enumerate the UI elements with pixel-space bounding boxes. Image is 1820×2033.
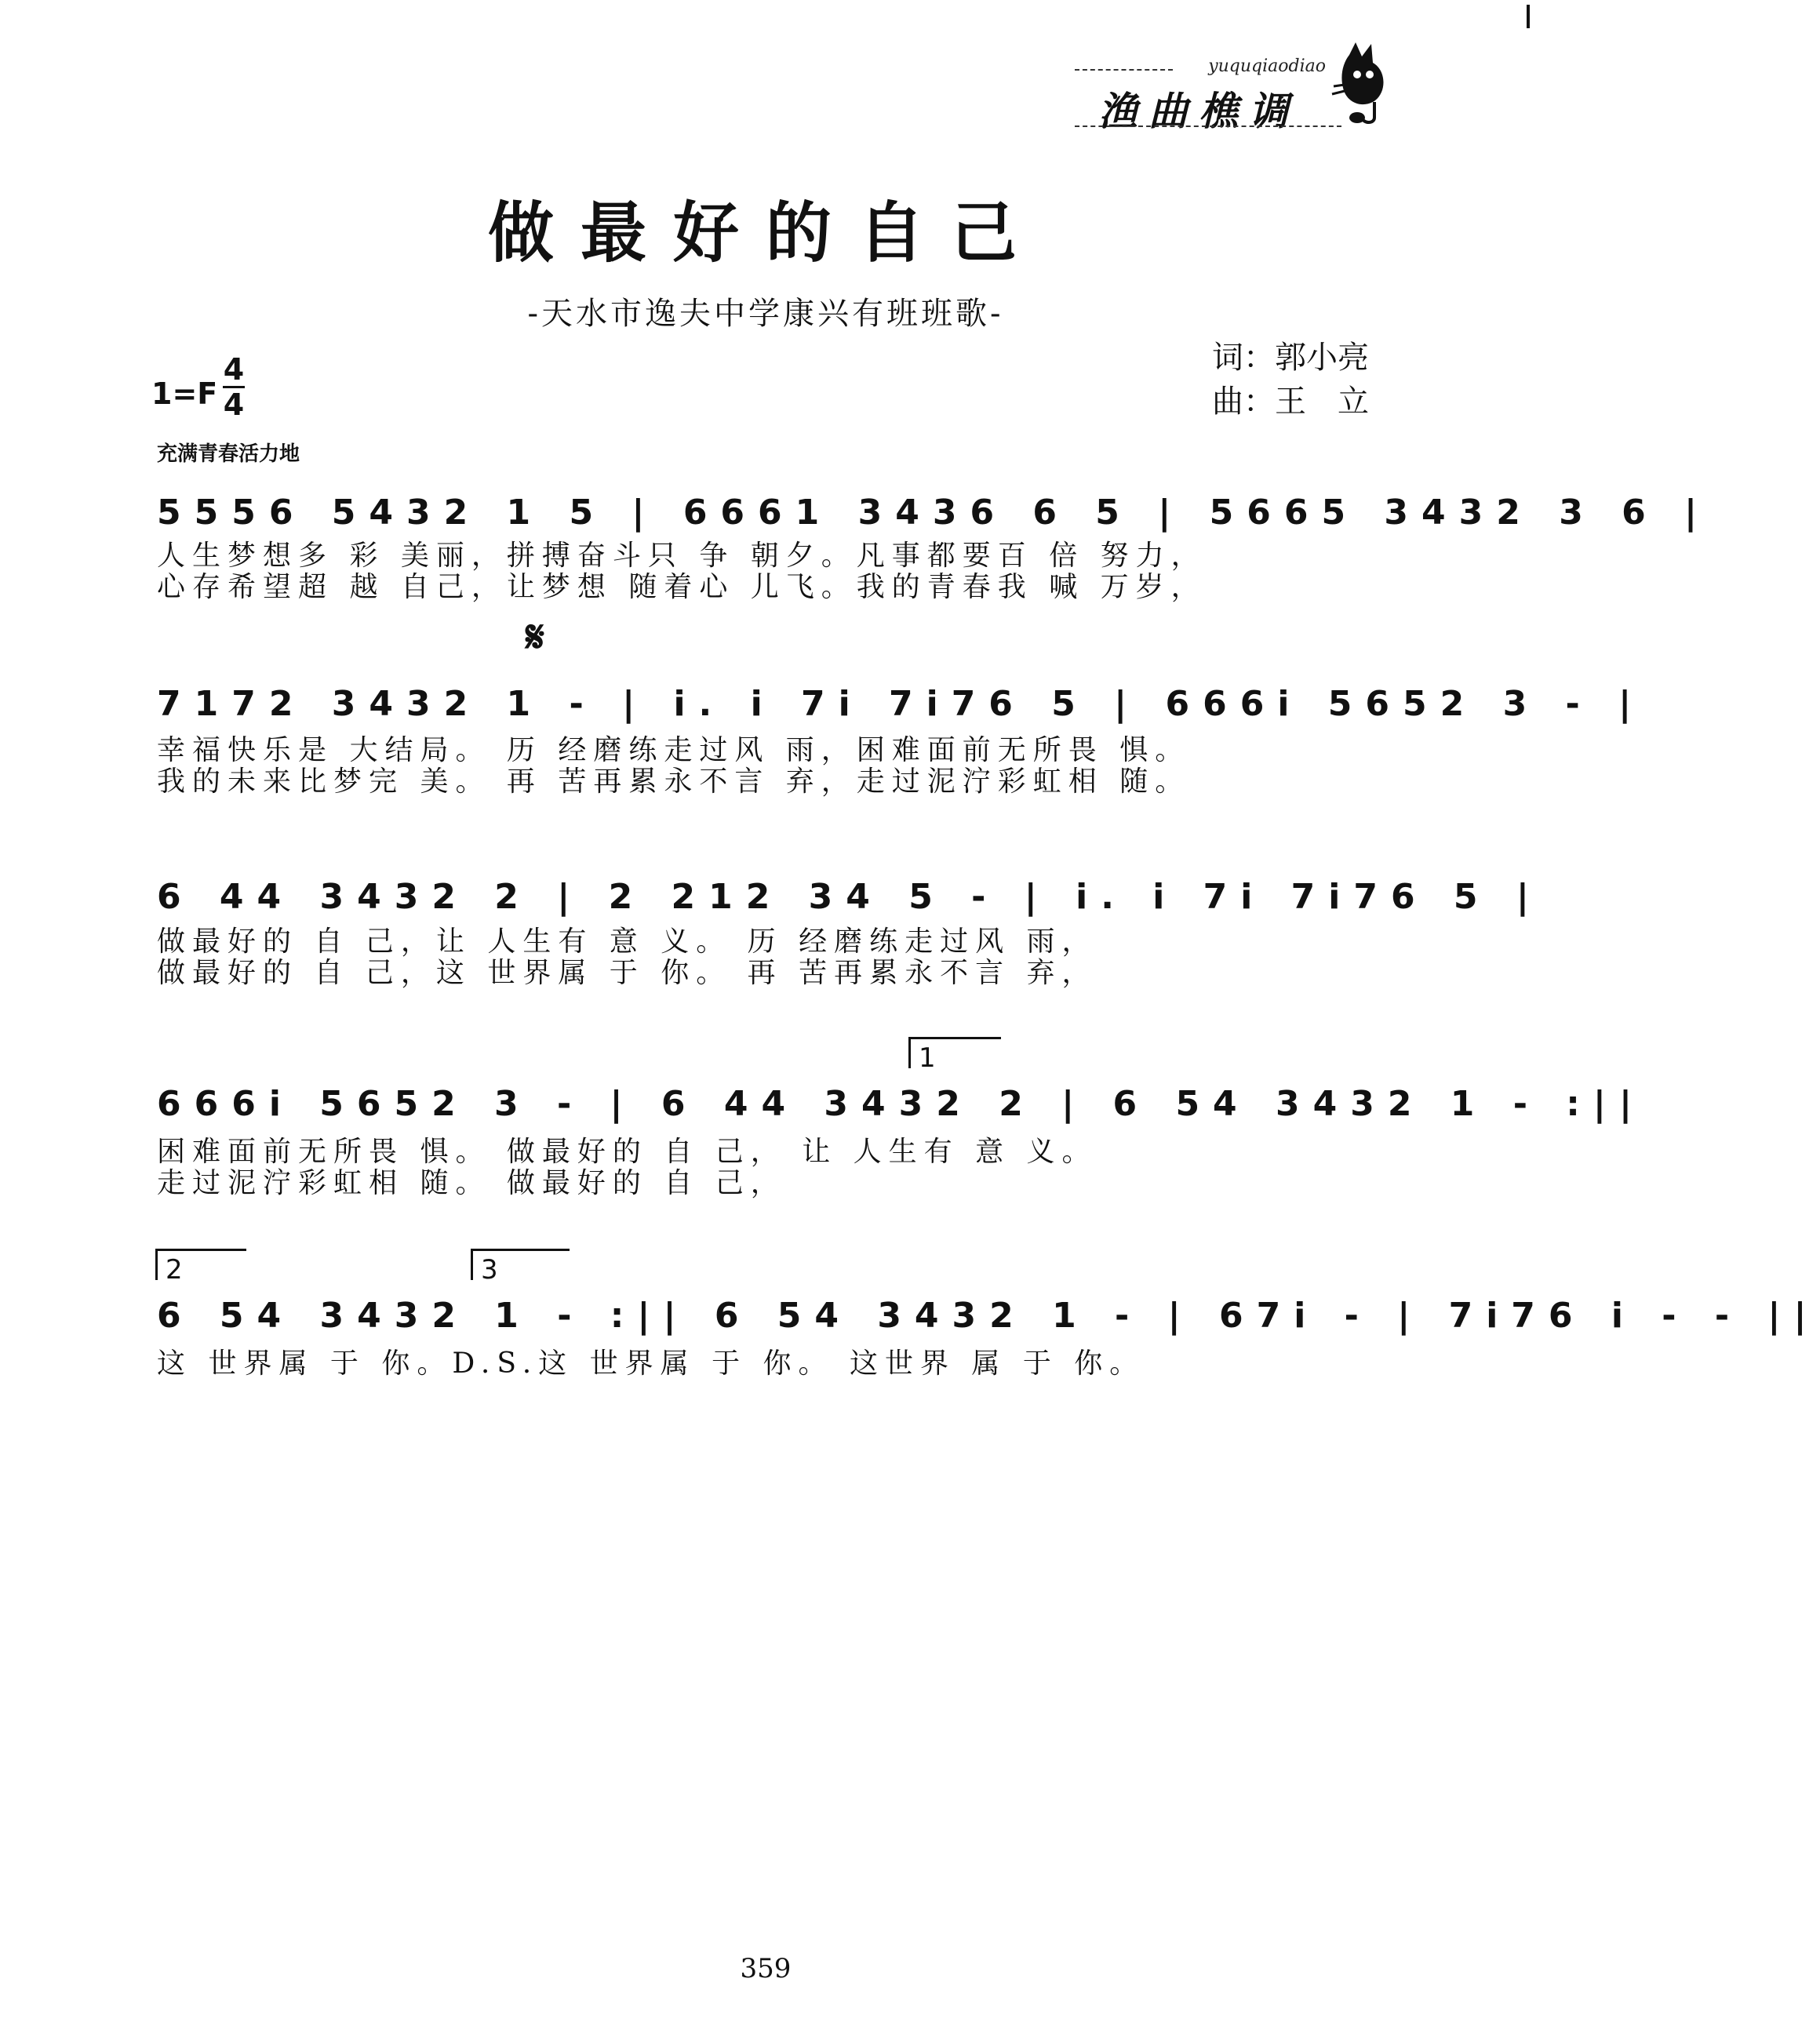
time-signature bbox=[221, 353, 246, 421]
credits bbox=[1212, 336, 1369, 424]
system-1-lyrics-1: 人生梦想多 彩 美丽，拼搏奋斗只 争 朝夕。凡事都要百 倍 努力， bbox=[157, 540, 1207, 572]
key-signature: 1=F bbox=[151, 376, 218, 411]
volta-3-bracket: 3 bbox=[471, 1249, 570, 1280]
system-2-notes: 7172 3432 1 - | i. i 7i 7i76 5 | 666i 5652 3 - | bbox=[157, 684, 1645, 724]
system-1-notes: 5556 5432 1 5 | 6661 3436 6 5 | 5665 3432 3 6 | bbox=[157, 493, 1711, 533]
segno-sign: 𝄋 bbox=[526, 612, 545, 663]
meter-bottom: 4 bbox=[223, 387, 245, 422]
volta-1-bracket: 1 bbox=[908, 1037, 1001, 1068]
publisher-logo bbox=[1067, 31, 1396, 141]
system-3-lyrics-2: 做最好的 自 己，这 世界属 于 你。 再 苦再累永不言 弃， bbox=[157, 957, 1097, 989]
system-1-lyrics-2: 心存希望超 越 自己，让梦想 随着心 儿飞。我的青春我 喊 万岁， bbox=[157, 571, 1207, 603]
system-2-lyrics-1: 幸福快乐是 大结局。 历 经磨练走过风 雨，困难面前无所畏 惧。 bbox=[157, 734, 1191, 766]
system-2-lyrics-2: 我的未来比梦完 美。 再 苦再累永不言 弃，走过泥泞彩虹相 随。 bbox=[157, 766, 1191, 798]
system-3-lyrics-1: 做最好的 自 己，让 人生有 意 义。 历 经磨练走过风 雨， bbox=[157, 926, 1097, 958]
song-title: 做最好的自己 bbox=[487, 194, 1043, 271]
system-5-lyrics-1: 这 世界属 于 你。D.S.这 世界属 于 你。 这世界 属 于 你。 bbox=[157, 1347, 1145, 1380]
lyricist: 词：郭小亮 bbox=[1212, 340, 1369, 376]
logo-english-text: yuquqiaodiao bbox=[1208, 56, 1326, 76]
logo-underline bbox=[1075, 125, 1341, 127]
system-5-notes: 6 54 3432 1 - :|| 6 54 3432 1 - | 67i - | 7i76 i - - || bbox=[157, 1296, 1820, 1336]
system-4-notes: 666i 5652 3 - | 6 44 3432 2 | 6 54 3432 1 - :|| bbox=[157, 1084, 1646, 1124]
system-3-notes: 6 44 3432 2 | 2 212 34 5 - | i. i 7i 7i76 5 | bbox=[157, 877, 1542, 917]
system-4-lyrics-1: 困难面前无所畏 惧。 做最好的 自 己， 让 人生有 意 义。 bbox=[157, 1136, 1097, 1168]
meter-top: 4 bbox=[223, 352, 245, 387]
page-number: 359 bbox=[740, 1953, 792, 1984]
volta-2-bracket: 2 bbox=[155, 1249, 246, 1280]
cat-music-icon bbox=[1326, 39, 1396, 125]
tempo-marking: 充满青春活力地 bbox=[157, 442, 300, 466]
composer: 曲：王 立 bbox=[1212, 384, 1369, 420]
system-4-lyrics-2: 走过泥泞彩虹相 随。 做最好的 自 己， bbox=[157, 1167, 786, 1199]
page-edge-mark bbox=[1527, 5, 1530, 28]
song-subtitle: -天水市逸夫中学康兴有班班歌- bbox=[527, 296, 1004, 332]
logo-dash-line bbox=[1075, 69, 1173, 71]
logo-chinese-text: 渔曲樵调 bbox=[1098, 88, 1299, 134]
